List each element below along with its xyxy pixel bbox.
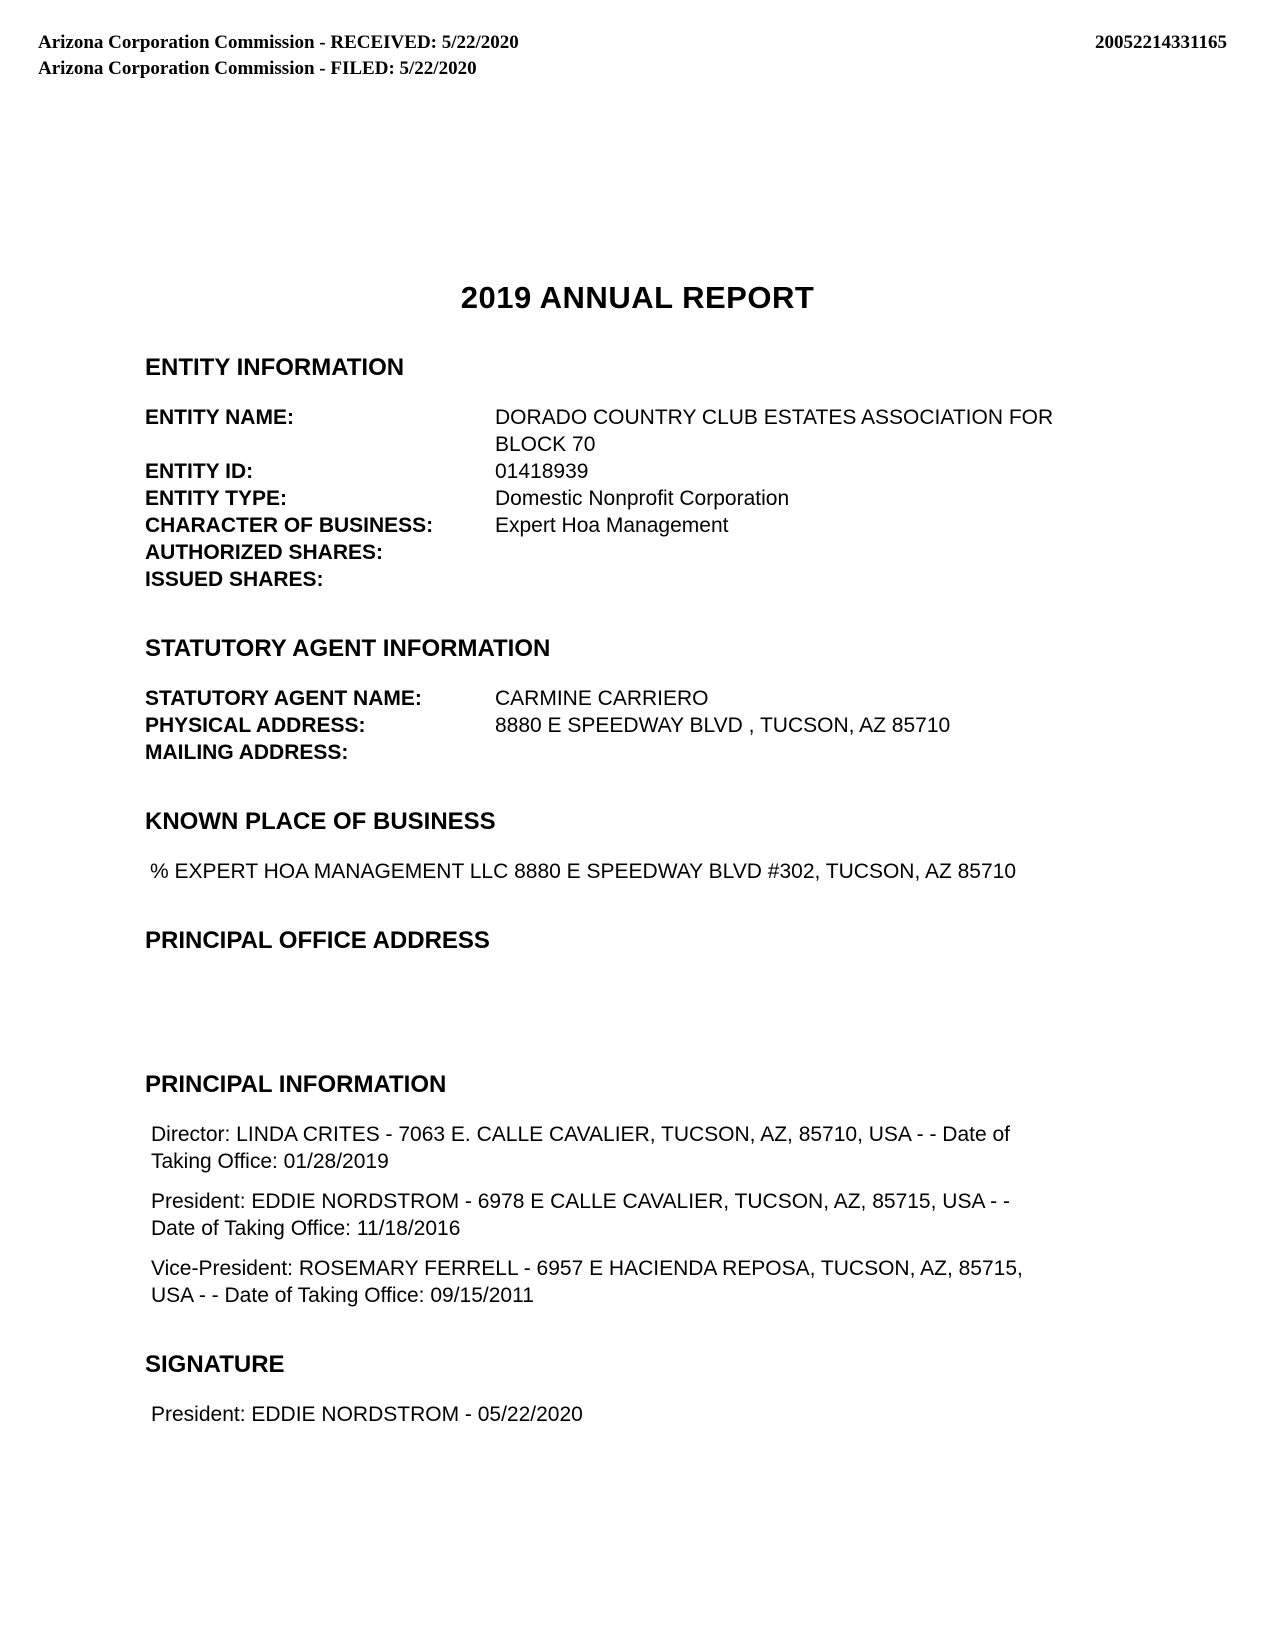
- field-label: STATUTORY AGENT NAME:: [145, 687, 422, 710]
- principal-entry-president: President: EDDIE NORDSTROM - 6978 E CALLE CAVALIER, TUCSON, AZ, 85715, USA - - Date of Taking Office: 11/18/2016: [151, 1190, 1010, 1240]
- field-value: Domestic Nonprofit Corporation: [495, 487, 790, 510]
- field-label: CHARACTER OF BUSINESS:: [145, 514, 434, 537]
- field-value: 01418939: [495, 460, 589, 483]
- principal-entry-vice-president: Vice-President: ROSEMARY FERRELL - 6957 E HACIENDA REPOSA, TUCSON, AZ, 85715, USA - - Date of Taking Office: 09/15/2011: [151, 1257, 1023, 1307]
- section-heading-principal-office-address: PRINCIPAL OFFICE ADDRESS: [145, 927, 490, 954]
- principal-office-address-text: [150, 977, 1165, 1029]
- report-title: 2019 ANNUAL REPORT: [460, 280, 815, 315]
- field-row-physical-address: [145, 712, 1165, 739]
- entity-information-fields: [145, 404, 1165, 593]
- field-row-entity-name: [145, 404, 1165, 458]
- received-line: Arizona Corporation Commission - RECEIVED: 5/22/2020: [38, 32, 519, 53]
- field-value: 8880 E SPEEDWAY BLVD , TUCSON, AZ 85710: [495, 714, 951, 737]
- field-row-mailing-address: [145, 739, 1165, 766]
- section-heading-entity-information: ENTITY INFORMATION: [145, 354, 405, 381]
- known-place-of-business-text: % EXPERT HOA MANAGEMENT LLC 8880 E SPEEDWAY BLVD #302, TUCSON, AZ 85710: [150, 860, 1017, 883]
- section-heading-principal-information: PRINCIPAL INFORMATION: [145, 1071, 447, 1098]
- field-label: MAILING ADDRESS:: [145, 741, 349, 764]
- section-heading-statutory-agent: STATUTORY AGENT INFORMATION: [145, 635, 551, 662]
- statutory-agent-fields: [145, 685, 1165, 766]
- field-value: DORADO COUNTRY CLUB ESTATES ASSOCIATION FOR BLOCK 70: [495, 406, 1054, 456]
- field-label: ENTITY NAME:: [145, 406, 294, 429]
- field-row-statutory-agent-name: [145, 685, 1165, 712]
- principal-information-entries: [145, 1121, 1165, 1309]
- signature-text: President: EDDIE NORDSTROM - 05/22/2020: [151, 1403, 583, 1426]
- acc-filing-stamp: [38, 30, 519, 82]
- field-label: PHYSICAL ADDRESS:: [145, 714, 366, 737]
- field-row-issued-shares: [145, 566, 1165, 593]
- filed-line: Arizona Corporation Commission - FILED: 5/22/2020: [38, 58, 477, 79]
- field-row-entity-id: [145, 458, 1165, 485]
- field-row-character-of-business: [145, 512, 1165, 539]
- principal-entry-director: Director: LINDA CRITES - 7063 E. CALLE CAVALIER, TUCSON, AZ, 85710, USA - - Date of Taking Office: 01/28/2019: [151, 1123, 1010, 1173]
- section-heading-known-place-of-business: KNOWN PLACE OF BUSINESS: [145, 808, 496, 835]
- report-body: [0, 354, 1275, 1428]
- field-label: ENTITY TYPE:: [145, 487, 287, 510]
- section-heading-signature: SIGNATURE: [145, 1351, 285, 1378]
- field-label: ISSUED SHARES:: [145, 568, 324, 591]
- field-row-entity-type: [145, 485, 1165, 512]
- field-row-authorized-shares: [145, 539, 1165, 566]
- page-header: [0, 0, 1275, 82]
- document-number: 20052214331165: [1095, 32, 1227, 53]
- field-value: CARMINE CARRIERO: [495, 687, 709, 710]
- field-label: AUTHORIZED SHARES:: [145, 541, 384, 564]
- field-value: Expert Hoa Management: [495, 514, 729, 537]
- field-label: ENTITY ID:: [145, 460, 254, 483]
